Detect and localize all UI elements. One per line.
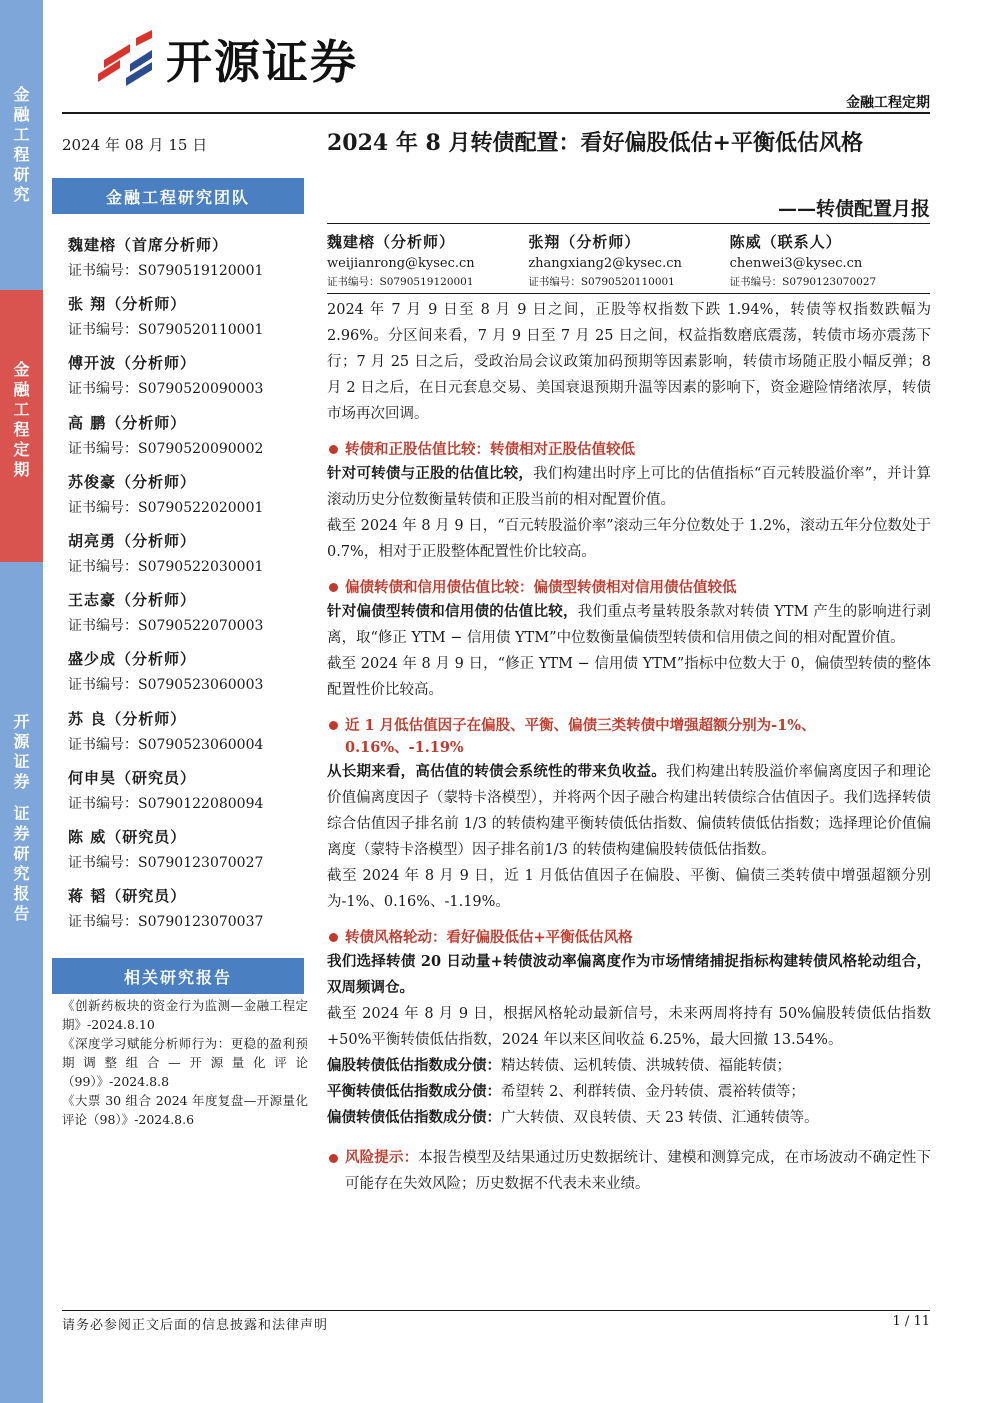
logo-text: 开源证券	[166, 35, 358, 89]
side-band	[0, 0, 43, 1403]
team-title: 金融工程研究团队	[52, 178, 304, 214]
footer-divider	[62, 1310, 930, 1311]
section-paragraph: 我们选择转债 20 日动量+转债波动率偏离度作为市场情绪捕捉指标构建转债风格轮动组合，双周频调仓。	[327, 953, 931, 996]
logo-mark-icon	[90, 30, 160, 88]
analyst-name: 何申昊（研究员）	[68, 768, 197, 787]
side-char: 工	[13, 125, 30, 144]
analyst-name: 苏俊豪（分析师）	[68, 472, 197, 491]
side-char: 研	[13, 165, 30, 184]
risk-warning	[327, 1145, 931, 1197]
side-char: 金	[13, 85, 30, 104]
analyst-entry	[68, 410, 308, 469]
analyst-name: 魏建榕（首席分析师）	[68, 236, 229, 254]
list-item	[327, 1053, 931, 1079]
report-subtitle: ——转债配置月报	[777, 198, 930, 220]
author	[730, 230, 931, 290]
report-date: 2024 年 08 月 15 日	[62, 136, 208, 154]
analyst-name: 高 鹏（分析师）	[68, 413, 187, 432]
side-char: 开	[13, 712, 30, 731]
author-name: 陈威（联系人）	[729, 233, 842, 251]
report-category: 金融工程定期	[846, 95, 930, 111]
analyst-name: 张 翔（分析师）	[68, 295, 187, 314]
analyst-cert: 证书编号：S0790522070003	[68, 618, 264, 635]
analyst-cert: 证书编号：S0790123070027	[68, 854, 264, 871]
body-text: 我们构建出转股溢价率偏离度因子和理论价值偏离度因子（蒙特卡洛模型），并将两个因子融合构建出转债综合估值因子。我们选择转债综合估值因子排名前 1/3 的转债构建平衡转债低估指数、偏债转债低估指数；选择理论价值偏离度（蒙特卡洛模型）因子排名前1/3 的转债构建偏股转债低估指数。	[327, 764, 932, 858]
analyst-entry	[68, 232, 308, 291]
section-heading: 转债和正股估值比较：转债相对正股估值较低	[327, 439, 931, 461]
author-cert: 证书编号：S0790519120001	[327, 276, 474, 288]
analyst-name: 胡亮勇（分析师）	[68, 531, 197, 550]
section-paragraph	[327, 759, 931, 863]
side-char: 程	[13, 145, 30, 164]
logo	[90, 30, 380, 88]
body-text: 我们重点考量转股条款对转债 YTM 产生的影响进行剥离，取“修正 YTM − 信用债 YTM”中位数衡量偏债型转债和信用债之间的相对配置价值。	[327, 604, 932, 646]
analyst-cert: 证书编号：S0790520090003	[68, 381, 264, 398]
title-divider	[327, 223, 930, 224]
analyst-entry	[68, 706, 308, 765]
analyst-name: 苏 良（分析师）	[68, 709, 187, 728]
side-char: 告	[13, 904, 30, 923]
list-label: 平衡转债低估指数成分债：	[327, 1083, 501, 1100]
section-heading: 近 1 月低估值因子在偏股、平衡、偏债三类转债中增强超额分别为-1%、0.16%、-1.19%	[327, 715, 931, 759]
page-number: 1 / 11	[892, 1314, 930, 1329]
analyst-entry	[68, 587, 308, 646]
analyst-name: 蒋 韬（研究员）	[68, 887, 187, 906]
analyst-cert: 证书编号：S0790523060004	[68, 736, 264, 753]
related-reports-title: 相关研究报告	[52, 958, 304, 994]
analyst-entry	[68, 469, 308, 528]
analyst-list	[68, 232, 308, 942]
analyst-cert: 证书编号：S0790520110001	[68, 322, 264, 339]
analyst-name: 傅开波（分析师）	[68, 354, 197, 373]
disclaimer-note: 请务必参阅正文后面的信息披露和法律声明	[62, 1318, 329, 1333]
list-text: 广大转债、双良转债、天 23 转债、汇通转债等。	[501, 1110, 819, 1126]
side-char: 融	[13, 380, 30, 399]
side-char: 券	[13, 824, 30, 843]
section-paragraph: 截至 2024 年 8 月 9 日，“修正 YTM − 信用债 YTM”指标中位数大于 0，偏债型转债的整体配置性价比较高。	[327, 656, 931, 698]
list-text: 精达转债、运机转债、洪城转债、福能转债；	[501, 1058, 791, 1074]
section-paragraph: 截至 2024 年 8 月 9 日，近 1 月低估值因子在偏股、平衡、偏债三类转债中增强超额分别为-1%、0.16%、-1.19%。	[327, 868, 931, 910]
analyst-entry	[68, 883, 308, 942]
section-heading: 偏债转债和信用债估值比较：偏债型转债相对信用债估值较低	[327, 577, 931, 599]
list-item	[327, 1079, 931, 1105]
side-char: 报	[13, 884, 30, 903]
analyst-cert: 证书编号：S0790520090002	[68, 440, 264, 457]
body-text: 我们构建出时序上可比的估值指标“百元转股溢价率”，并计算滚动历史分位数衡量转债和正股当前的相对配置价值。	[327, 466, 932, 508]
section-paragraph	[327, 599, 931, 651]
side-char: 金	[13, 360, 30, 379]
side-char: 研	[13, 844, 30, 863]
side-char: 程	[13, 420, 30, 439]
list-label: 偏股转债低估指数成分债：	[327, 1057, 501, 1074]
author-cert: 证书编号：S0790123070027	[729, 276, 877, 288]
author-cert: 证书编号：S0790520110001	[528, 276, 675, 288]
analyst-cert: 证书编号：S0790122080094	[68, 795, 264, 812]
analyst-cert: 证书编号：S0790522020001	[68, 499, 264, 516]
side-char: 期	[13, 460, 30, 479]
analyst-entry	[68, 350, 308, 409]
related-report-link[interactable]: 《大票 30 组合 2024 年度复盘—开源量化评论（98）》-2024.8.6	[62, 1093, 308, 1127]
side-char: 究	[13, 864, 30, 883]
intro-paragraph: 2024 年 7 月 9 日至 8 月 9 日之间，正股等权指数下跌 1.94%，转债等权指数跌幅为 2.96%。分区间来看，7 月 9 日至 7 月 25 日之间，权益指数磨底震荡，转债市场亦震荡下行；7 月 25 日之后，受政治局会议政策加码预期等因素影响，转债市场随正股小幅反弹；8 月 2 日之后，在日元套息交易、美国衰退预期升温等因素的影响下，资金避险情绪浓厚，转债市场再次回调。	[327, 302, 931, 422]
side-char: 源	[13, 732, 30, 751]
author	[528, 230, 729, 290]
analyst-cert: 证书编号：S0790123070037	[68, 914, 264, 931]
analyst-name: 王志豪（分析师）	[68, 591, 197, 610]
side-char: 融	[13, 105, 30, 124]
list-text: 希望转 2、利群转债、金丹转债、震裕转债等；	[501, 1084, 805, 1100]
author-name: 魏建榕（分析师）	[327, 233, 456, 251]
side-label-research	[0, 85, 43, 205]
side-label-periodic	[0, 290, 43, 562]
side-char: 证	[13, 804, 30, 823]
section-heading: 转债风格轮动：看好偏股低估+平衡低估风格	[327, 927, 931, 949]
lead-text: 从长期来看，高估值的转债会系统性的带来负收益。	[327, 763, 666, 780]
related-report-link[interactable]: 《深度学习赋能分析师行为：更稳的盈利预期调整组合—开源量化评论（99）》-2024.8.8	[62, 1036, 308, 1089]
list-label: 偏债转债低估指数成分债：	[327, 1109, 501, 1126]
analyst-cert: 证书编号：S0790519120001	[68, 263, 264, 279]
risk-label: 风险提示：	[345, 1149, 419, 1166]
author-block	[327, 230, 931, 290]
list-item	[327, 1105, 931, 1131]
analyst-cert: 证书编号：S0790522030001	[68, 558, 264, 575]
author-divider	[327, 293, 930, 294]
analyst-entry	[68, 824, 308, 883]
header-divider	[62, 112, 930, 114]
risk-text: 本报告模型及结果通过历史数据统计、建模和测算完成，在市场波动不确定性下可能存在失效风险；历史数据不代表未来业绩。	[345, 1150, 932, 1192]
analyst-cert: 证书编号：S0790523060003	[68, 677, 264, 694]
author-email[interactable]: zhangxiang2@kysec.cn	[528, 256, 682, 271]
report-title: 2024 年 8 月转债配置：看好偏股低估+平衡低估风格	[327, 130, 863, 156]
lead-text: 针对可转债与正股的估值比较，	[327, 465, 534, 482]
side-char: 究	[13, 185, 30, 204]
analyst-entry	[68, 528, 308, 587]
side-char: 定	[13, 440, 30, 459]
lead-text: 针对偏债型转债和信用债的估值比较，	[327, 603, 578, 620]
analyst-name: 盛少成（分析师）	[68, 650, 197, 669]
side-char: 证	[13, 752, 30, 771]
analyst-entry	[68, 291, 308, 350]
section-paragraph	[327, 461, 931, 513]
author-email[interactable]: weijianrong@kysec.cn	[327, 256, 475, 271]
related-report-link[interactable]: 《创新药板块的资金行为监测—金融工程定期》-2024.8.10	[62, 998, 308, 1032]
side-label-kysec-report	[0, 712, 43, 924]
side-char: 券	[13, 772, 30, 791]
analyst-entry	[68, 765, 308, 824]
section-paragraph: 截至 2024 年 8 月 9 日，“百元转股溢价率”滚动三年分位数处于 1.2%，滚动五年分位数处于 0.7%，相对于正股整体配置性价比较高。	[327, 518, 931, 560]
author-email[interactable]: chenwei3@kysec.cn	[729, 256, 863, 271]
author-name: 张翔（分析师）	[528, 233, 641, 251]
analyst-name: 陈 威（研究员）	[68, 827, 187, 846]
report-body	[327, 297, 931, 1197]
side-char: 工	[13, 400, 30, 419]
analyst-entry	[68, 646, 308, 705]
section-paragraph: 截至 2024 年 8 月 9 日，根据风格轮动最新信号，未来两周将持有 50%偏股转债低估指数+50%平衡转债低估指数，2024 年以来区间收益 6.25%，最大回撤 13.54%。	[327, 1006, 931, 1048]
related-reports-list	[62, 996, 308, 1129]
constituent-list	[327, 1053, 931, 1131]
author	[327, 230, 528, 290]
